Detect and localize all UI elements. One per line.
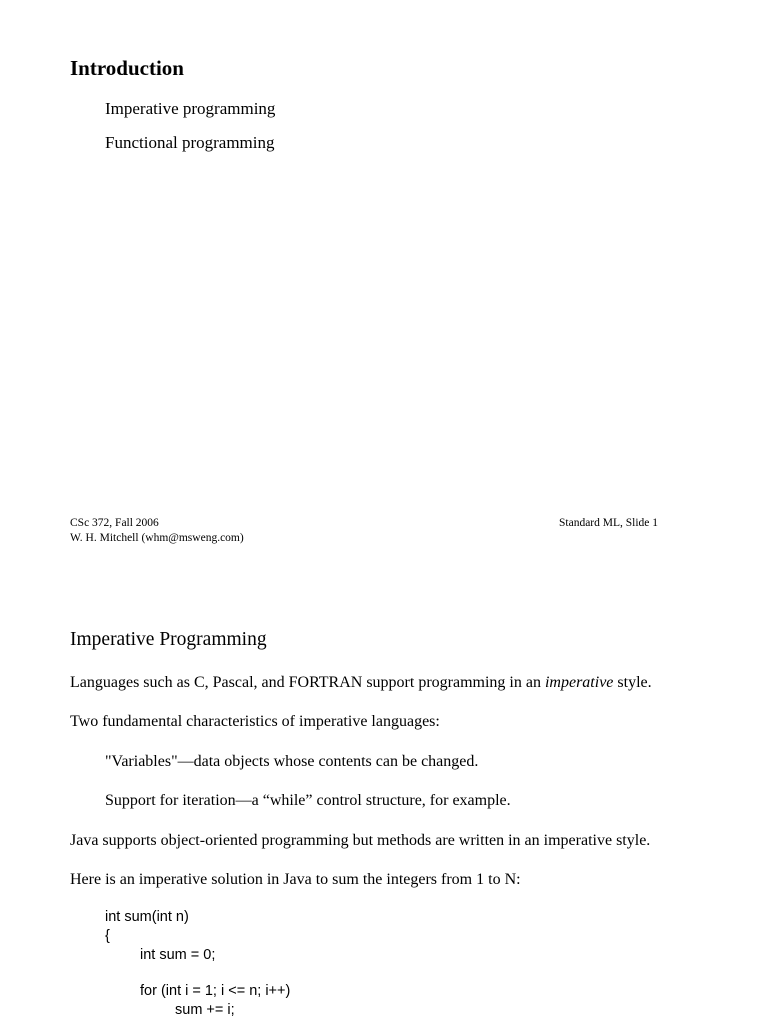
slide-title: Introduction <box>70 56 184 80</box>
footer-author: W. H. Mitchell (whm@msweng.com) <box>70 532 244 544</box>
slide2-title: Imperative Programming <box>70 629 267 650</box>
code-line: int sum(int n) <box>105 909 189 925</box>
paragraph-solution: Here is an imperative solution in Java to sum the integers from 1 to N: <box>70 871 521 888</box>
code-line: for (int i = 1; i <= n; i++) <box>140 983 291 999</box>
footer-course: CSc 372, Fall 2006 <box>70 517 159 529</box>
code-line: int sum = 0; <box>140 947 216 963</box>
item-variables: "Variables"—data objects whose contents can be changed. <box>105 753 479 770</box>
bullet-imperative-programming: Imperative programming <box>105 99 276 118</box>
emphasis-imperative: imperative <box>544 674 614 691</box>
paragraph-languages: Languages such as C, Pascal, and FORTRAN support programming in an imperative style. <box>70 674 652 691</box>
bullet-functional-programming: Functional programming <box>105 133 275 152</box>
footer-slide-label: Standard ML, Slide 1 <box>559 517 659 529</box>
code-line: sum += i; <box>175 1002 235 1018</box>
paragraph-java: Java supports object-oriented programming but methods are written in an imperative style. <box>70 832 651 849</box>
code-line: { <box>105 928 110 944</box>
paragraph-characteristics: Two fundamental characteristics of imperative languages: <box>70 713 440 730</box>
item-iteration: Support for iteration—a “while” control structure, for example. <box>105 792 511 809</box>
